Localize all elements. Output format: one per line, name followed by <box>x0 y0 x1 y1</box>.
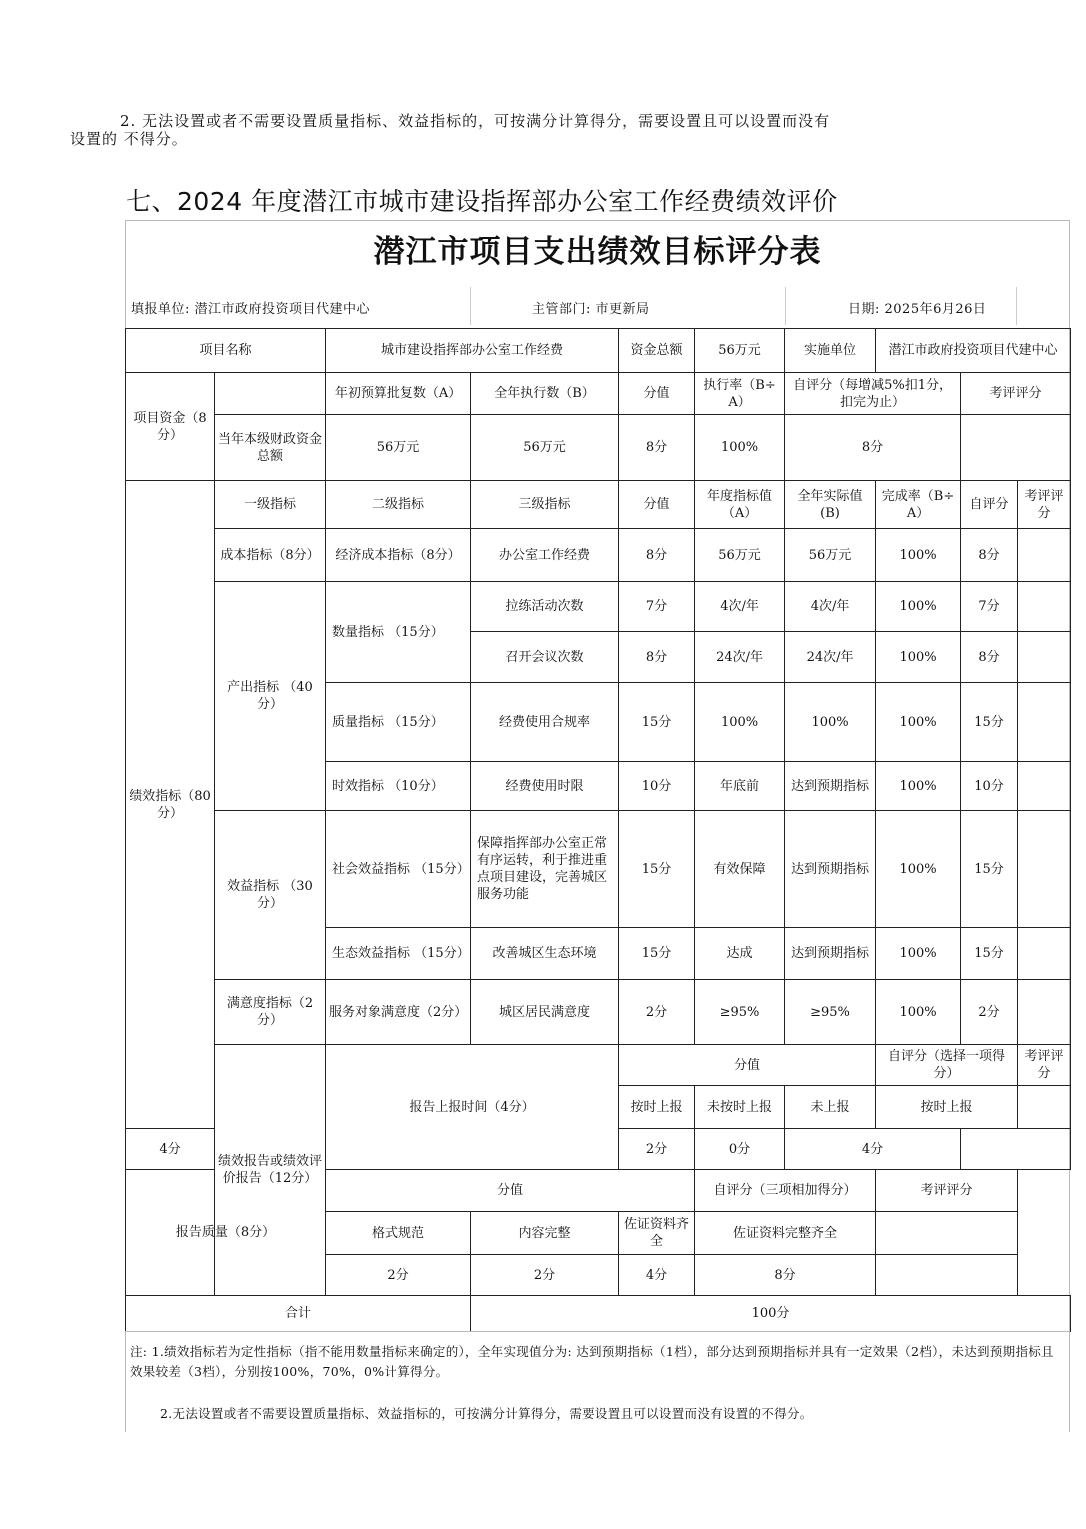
table-row <box>126 481 1071 529</box>
score-cell: 2分 <box>619 980 695 1045</box>
score-cell: 8分 <box>619 529 695 582</box>
level3-cell: 改善城区生态环境 <box>471 928 619 980</box>
option-late: 未按时上报 <box>695 1086 785 1129</box>
review-score-cell <box>876 1255 1018 1296</box>
self-score-cell: 2分 <box>961 980 1018 1045</box>
managing-department: 主管部门: 市更新局 <box>532 302 650 317</box>
self-score-cell: 8分 <box>961 632 1018 683</box>
table-row <box>126 811 1071 928</box>
self-score-cell: 7分 <box>961 582 1018 632</box>
report-date: 日期: 2025年6月26日 <box>848 302 987 317</box>
completion-cell: 100% <box>876 683 961 762</box>
quality-self-score: 8分 <box>695 1255 876 1296</box>
completion-cell: 100% <box>876 980 961 1045</box>
completion-cell: 100% <box>876 529 961 582</box>
fund-total-label: 资金总额 <box>619 329 695 373</box>
level2-cell: 经济成本指标（8分） <box>326 529 471 582</box>
quality-self-header: 自评分（三项相加得分） <box>695 1170 876 1212</box>
self-score-cell: 15分 <box>961 683 1018 762</box>
executed-value: 56万元 <box>471 415 619 481</box>
intro-line-2: 设置的 不得分。 <box>70 130 188 148</box>
score-value: 8分 <box>619 415 695 481</box>
actual-cell: 达到预期指标 <box>785 762 876 811</box>
project-name-label: 项目名称 <box>126 329 326 373</box>
table-row <box>126 582 1071 632</box>
quality-review-header: 考评评分 <box>876 1170 1018 1212</box>
content-score: 2分 <box>471 1255 619 1296</box>
review-score-cell <box>1018 632 1071 683</box>
quality-format: 格式规范 <box>326 1212 471 1255</box>
report-section-label: 绩效报告或绩效评价报告（12分） <box>215 1045 326 1296</box>
info-divider <box>1016 287 1017 325</box>
time-self-score: 4分 <box>785 1129 961 1170</box>
report-quality-label: 报告质量（8分） <box>126 1170 326 1296</box>
score-cell: 10分 <box>619 762 695 811</box>
total-value: 100分 <box>471 1296 1071 1332</box>
info-divider <box>785 287 786 325</box>
notes-divider <box>125 1331 1070 1332</box>
format-score: 2分 <box>326 1255 471 1296</box>
table-row <box>126 415 1071 481</box>
actual-cell: ≥95% <box>785 980 876 1045</box>
col-level2: 二级指标 <box>326 481 471 529</box>
completion-cell: 100% <box>876 928 961 980</box>
col-self-score: 自评分（每增减5%扣1分，扣完为止） <box>785 373 961 415</box>
review-score-value <box>961 415 1071 481</box>
intro-note <box>70 112 1010 148</box>
review-score-cell <box>1018 762 1071 811</box>
review-score-cell <box>1018 683 1071 762</box>
review-score-cell <box>1018 582 1071 632</box>
actual-cell: 24次/年 <box>785 632 876 683</box>
review-score-cell <box>1018 928 1071 980</box>
cost-indicator: 成本指标（8分） <box>215 529 326 582</box>
implementer: 潜江市政府投资项目代建中心 <box>876 329 1071 373</box>
report-review-header: 考评评分 <box>1018 1045 1071 1086</box>
note-1: 注: 1.绩效指标若为定性指标（指不能用数量指标来确定的），全年实现值分为: 达到预期指标（1档），部分达到预期指标并具有一定效果（2档），未达到预期指标且效果较差（3档），分别按100%，70%，0%计算得分。 <box>130 1344 1054 1379</box>
quality-evidence: 佐证资料齐全 <box>619 1212 695 1255</box>
review-score-cell <box>1018 529 1071 582</box>
funds-row-label: 当年本级财政资金总额 <box>215 415 326 481</box>
not-reported-score: 0分 <box>695 1129 785 1170</box>
score-cell: 8分 <box>619 632 695 683</box>
form-title: 潜江市项目支出绩效目标评分表 <box>373 234 822 270</box>
score-cell: 15分 <box>619 928 695 980</box>
score-cell: 7分 <box>619 582 695 632</box>
actual-cell: 100% <box>785 683 876 762</box>
total-label: 合计 <box>126 1296 471 1332</box>
col-level3: 三级指标 <box>471 481 619 529</box>
self-score-value: 8分 <box>785 415 961 481</box>
level2-cell: 质量指标 （15分） <box>326 683 471 762</box>
notes <box>130 1342 1060 1424</box>
col-level1: 一级指标 <box>215 481 326 529</box>
on-time-score: 4分 <box>126 1129 215 1170</box>
level3-cell: 办公室工作经费 <box>471 529 619 582</box>
level2-cell: 社会效益指标 （15分） <box>326 811 471 928</box>
completion-cell: 100% <box>876 762 961 811</box>
table-row <box>126 980 1071 1045</box>
self-score-cell: 15分 <box>961 928 1018 980</box>
filing-unit: 填报单位: 潜江市政府投资项目代建中心 <box>131 302 371 317</box>
info-divider <box>470 287 471 325</box>
level2-cell: 时效指标 （10分） <box>326 762 471 811</box>
late-score: 2分 <box>619 1129 695 1170</box>
budget-value: 56万元 <box>326 415 471 481</box>
note-2: 2.无法设置或者不需要设置质量指标、效益指标的，可按满分计算得分，需要设置且可以设置而没有设置的不得分。 <box>160 1406 813 1421</box>
review-score-cell <box>1018 811 1071 928</box>
report-time-label: 报告上报时间（4分） <box>326 1045 619 1170</box>
level3-cell: 经费使用时限 <box>471 762 619 811</box>
review-score-cell <box>1018 980 1071 1045</box>
level3-cell: 经费使用合规率 <box>471 683 619 762</box>
review-score-cell <box>876 1212 1018 1255</box>
col-score: 分值 <box>619 373 695 415</box>
table-row <box>126 329 1071 373</box>
section-title: 七、2024 年度潜江市城市建设指挥部办公室工作经费绩效评价 <box>126 187 838 216</box>
col-score: 分值 <box>619 481 695 529</box>
exec-rate-value: 100% <box>695 415 785 481</box>
review-score-cell <box>1018 1086 1071 1129</box>
target-cell: 56万元 <box>695 529 785 582</box>
completion-cell: 100% <box>876 811 961 928</box>
level2-cell: 服务对象满意度（2分） <box>326 980 471 1045</box>
quality-content: 内容完整 <box>471 1212 619 1255</box>
level3-cell: 召开会议次数 <box>471 632 619 683</box>
time-self-choice: 按时上报 <box>876 1086 1018 1129</box>
report-score-header: 分值 <box>619 1045 876 1086</box>
fund-total: 56万元 <box>695 329 785 373</box>
col-review-score: 考评评分 <box>961 373 1071 415</box>
level3-cell: 保障指挥部办公室正常有序运转，利于推进重点项目建设，完善城区服务功能 <box>471 811 619 928</box>
self-score-cell: 8分 <box>961 529 1018 582</box>
target-cell: 4次/年 <box>695 582 785 632</box>
empty-cell <box>215 373 326 415</box>
table-row <box>126 1296 1071 1332</box>
col-exec-rate: 执行率（B÷A） <box>695 373 785 415</box>
target-cell: 24次/年 <box>695 632 785 683</box>
score-cell: 15分 <box>619 683 695 762</box>
evidence-score: 4分 <box>619 1255 695 1296</box>
col-completion: 完成率（B÷A） <box>876 481 961 529</box>
self-score-cell: 15分 <box>961 811 1018 928</box>
option-not-reported: 未上报 <box>785 1086 876 1129</box>
col-actual: 全年实际值(B) <box>785 481 876 529</box>
level3-cell: 拉练活动次数 <box>471 582 619 632</box>
level2-cell: 数量指标 （15分） <box>326 582 471 683</box>
completion-cell: 100% <box>876 632 961 683</box>
level2-cell: 生态效益指标 （15分） <box>326 928 471 980</box>
perf-section-label: 绩效指标（80分） <box>126 481 215 1129</box>
quality-self-choice: 佐证资料完整齐全 <box>695 1212 876 1255</box>
review-score-cell <box>961 1129 1071 1170</box>
report-self-header: 自评分（选择一项得分） <box>876 1045 1018 1086</box>
target-cell: ≥95% <box>695 980 785 1045</box>
actual-cell: 达到预期指标 <box>785 811 876 928</box>
target-cell: 有效保障 <box>695 811 785 928</box>
score-cell: 15分 <box>619 811 695 928</box>
table-row <box>126 529 1071 582</box>
col-self-score: 自评分 <box>961 481 1018 529</box>
level3-cell: 城区居民满意度 <box>471 980 619 1045</box>
target-cell: 100% <box>695 683 785 762</box>
benefit-indicator: 效益指标 （30分） <box>215 811 326 980</box>
funds-section-label: 项目资金（8分） <box>126 373 215 481</box>
satisfaction-indicator: 满意度指标（2分） <box>215 980 326 1045</box>
score-table <box>125 328 1071 1332</box>
col-review-score: 考评评分 <box>1018 481 1071 529</box>
actual-cell: 4次/年 <box>785 582 876 632</box>
target-cell: 达成 <box>695 928 785 980</box>
target-cell: 年底前 <box>695 762 785 811</box>
col-executed: 全年执行数（B） <box>471 373 619 415</box>
self-score-cell: 10分 <box>961 762 1018 811</box>
col-budget: 年初预算批复数（A） <box>326 373 471 415</box>
table-row <box>126 1045 1071 1086</box>
actual-cell: 达到预期指标 <box>785 928 876 980</box>
project-name: 城市建设指挥部办公室工作经费 <box>326 329 619 373</box>
col-target: 年度指标值（A） <box>695 481 785 529</box>
completion-cell: 100% <box>876 582 961 632</box>
table-row <box>126 373 1071 415</box>
quality-score-header: 分值 <box>326 1170 695 1212</box>
intro-line-1: 2. 无法设置或者不需要设置质量指标、效益指标的，可按满分计算得分，需要设置且可以设置而没有 <box>120 112 831 130</box>
option-on-time: 按时上报 <box>619 1086 695 1129</box>
output-indicator: 产出指标 （40分） <box>215 582 326 811</box>
actual-cell: 56万元 <box>785 529 876 582</box>
implementer-label: 实施单位 <box>785 329 876 373</box>
